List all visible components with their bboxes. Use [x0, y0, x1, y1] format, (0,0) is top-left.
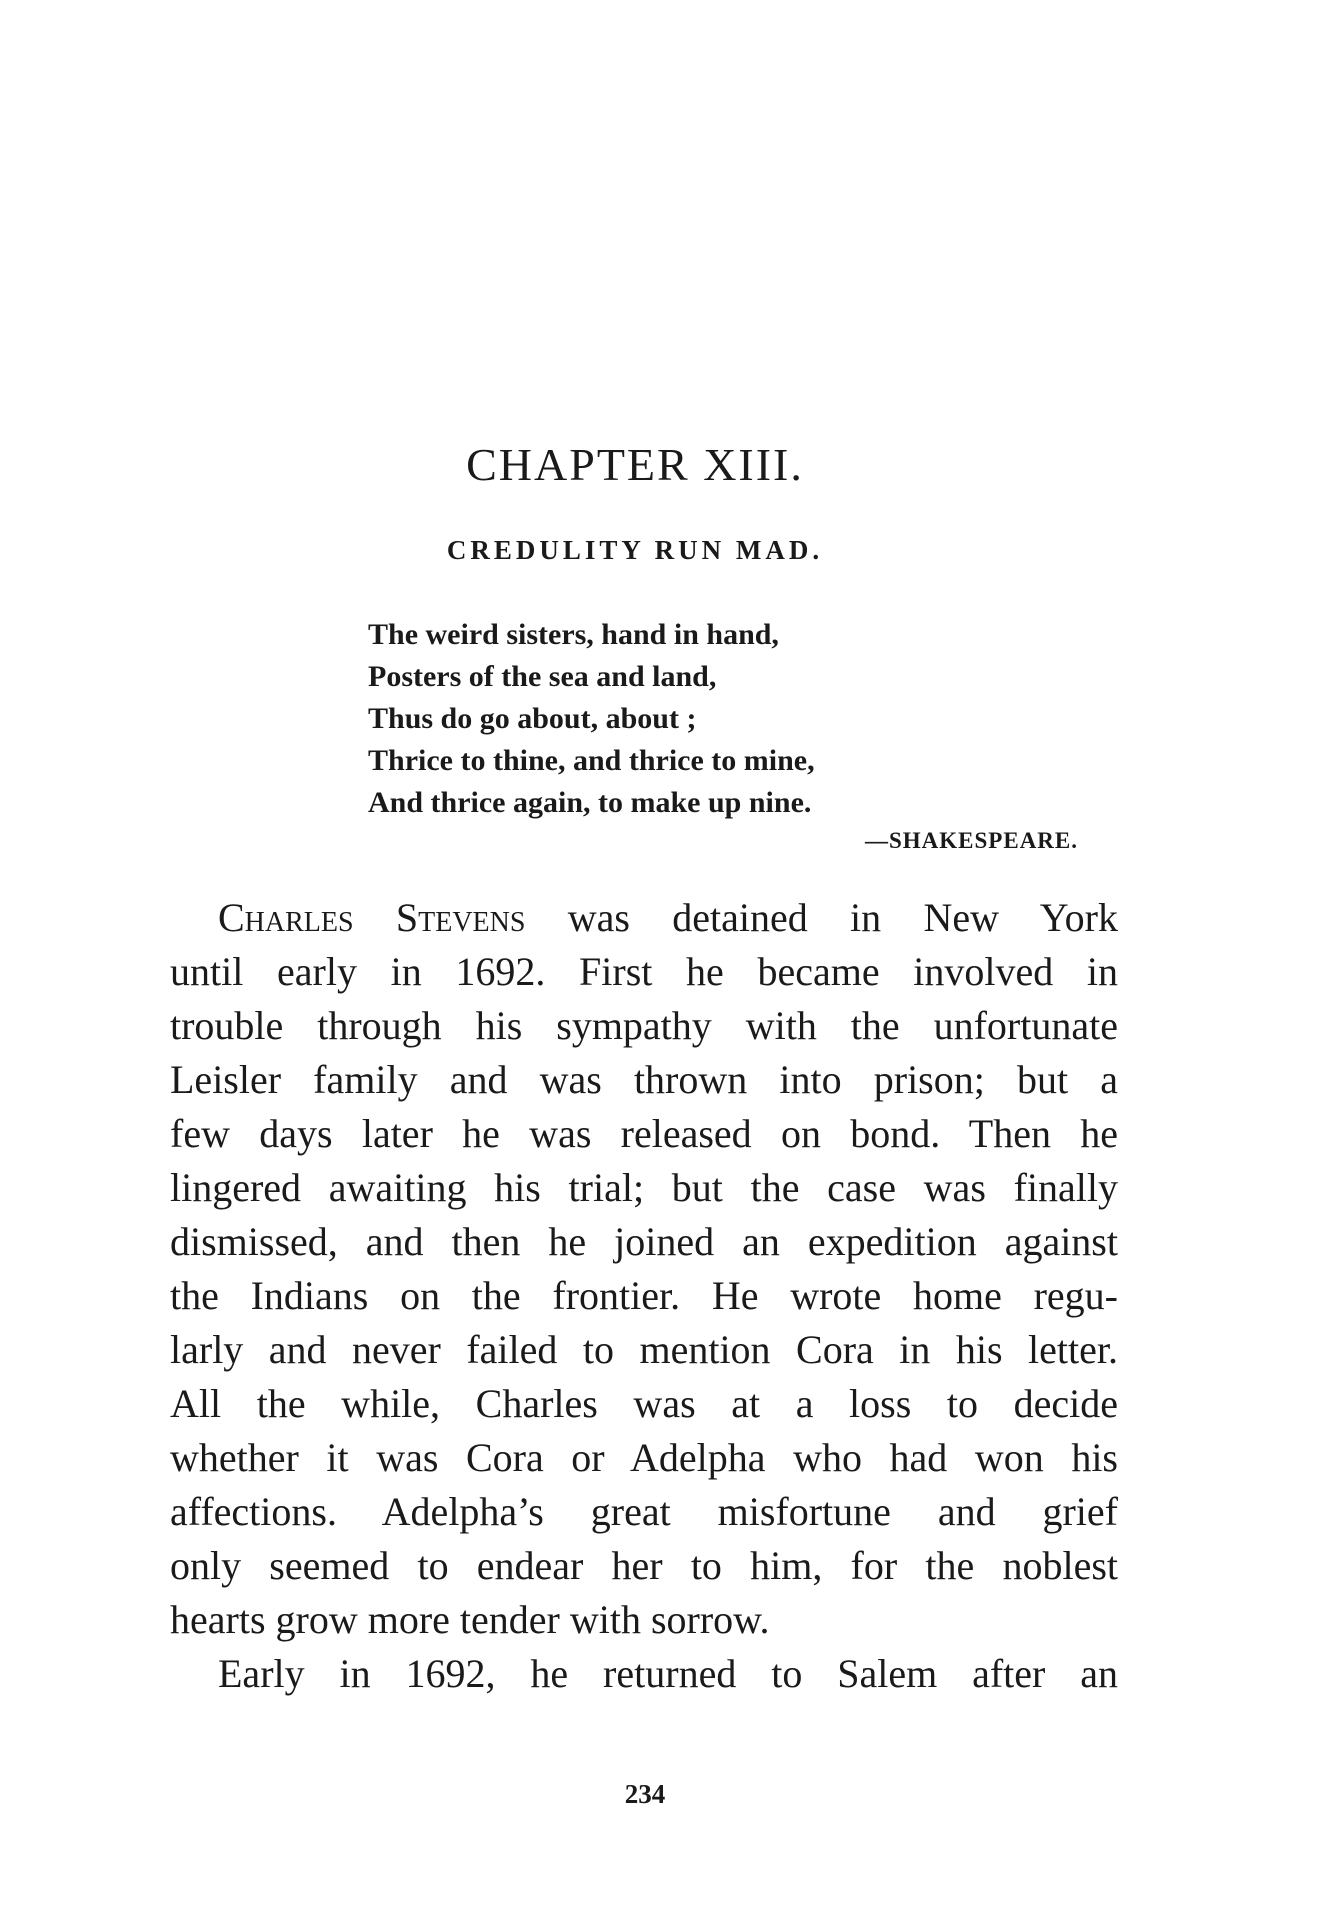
body-line: All the while, Charles was at a loss to decide: [170, 1381, 1118, 1426]
epigraph-line: The weird sisters, hand in hand,: [368, 618, 779, 651]
epigraph-attribution: —SHAKESPEARE.: [864, 828, 1078, 853]
body-line: whether it was Cora or Adelpha who had won his: [170, 1435, 1118, 1480]
body-text: [170, 891, 1118, 1701]
body-line: Early in 1692, he returned to Salem after an: [218, 1651, 1118, 1696]
epigraph-line: Posters of the sea and land,: [368, 660, 717, 693]
body-line: few days later he was released on bond. Then he: [170, 1111, 1118, 1156]
body-line: dismissed, and then he joined an expedition against: [170, 1219, 1118, 1264]
body-line: only seemed to endear her to him, for the noblest: [170, 1543, 1118, 1588]
epigraph-line: Thrice to thine, and thrice to mine,: [368, 744, 815, 777]
body-line: affections. Adelpha’s great misfortune and grief: [170, 1489, 1118, 1534]
body-line: until early in 1692. First he became involved in: [170, 949, 1118, 994]
body-line: lingered awaiting his trial; but the case was finally: [170, 1165, 1118, 1210]
body-line: hearts grow more tender with sorrow.: [170, 1597, 770, 1642]
epigraph-line: And thrice again, to make up nine.: [368, 786, 812, 819]
body-line: larly and never failed to mention Cora in his letter.: [170, 1327, 1118, 1372]
chapter-subtitle: CREDULITY RUN MAD.: [446, 535, 824, 565]
lead-name: Charles Stevens: [218, 895, 526, 940]
chapter-title: CHAPTER XIII.: [466, 439, 804, 490]
page-number: 234: [624, 1779, 666, 1809]
body-line-text: was detained in New York: [525, 895, 1118, 940]
epigraph: [368, 614, 1088, 856]
body-line: the Indians on the frontier. He wrote home regu-: [170, 1273, 1118, 1318]
body-line: trouble through his sympathy with the unfortunate: [170, 1003, 1118, 1048]
body-line: [170, 891, 1118, 945]
epigraph-line: Thus do go about, about ;: [368, 702, 697, 735]
body-line: Leisler family and was thrown into prison; but a: [170, 1057, 1118, 1102]
